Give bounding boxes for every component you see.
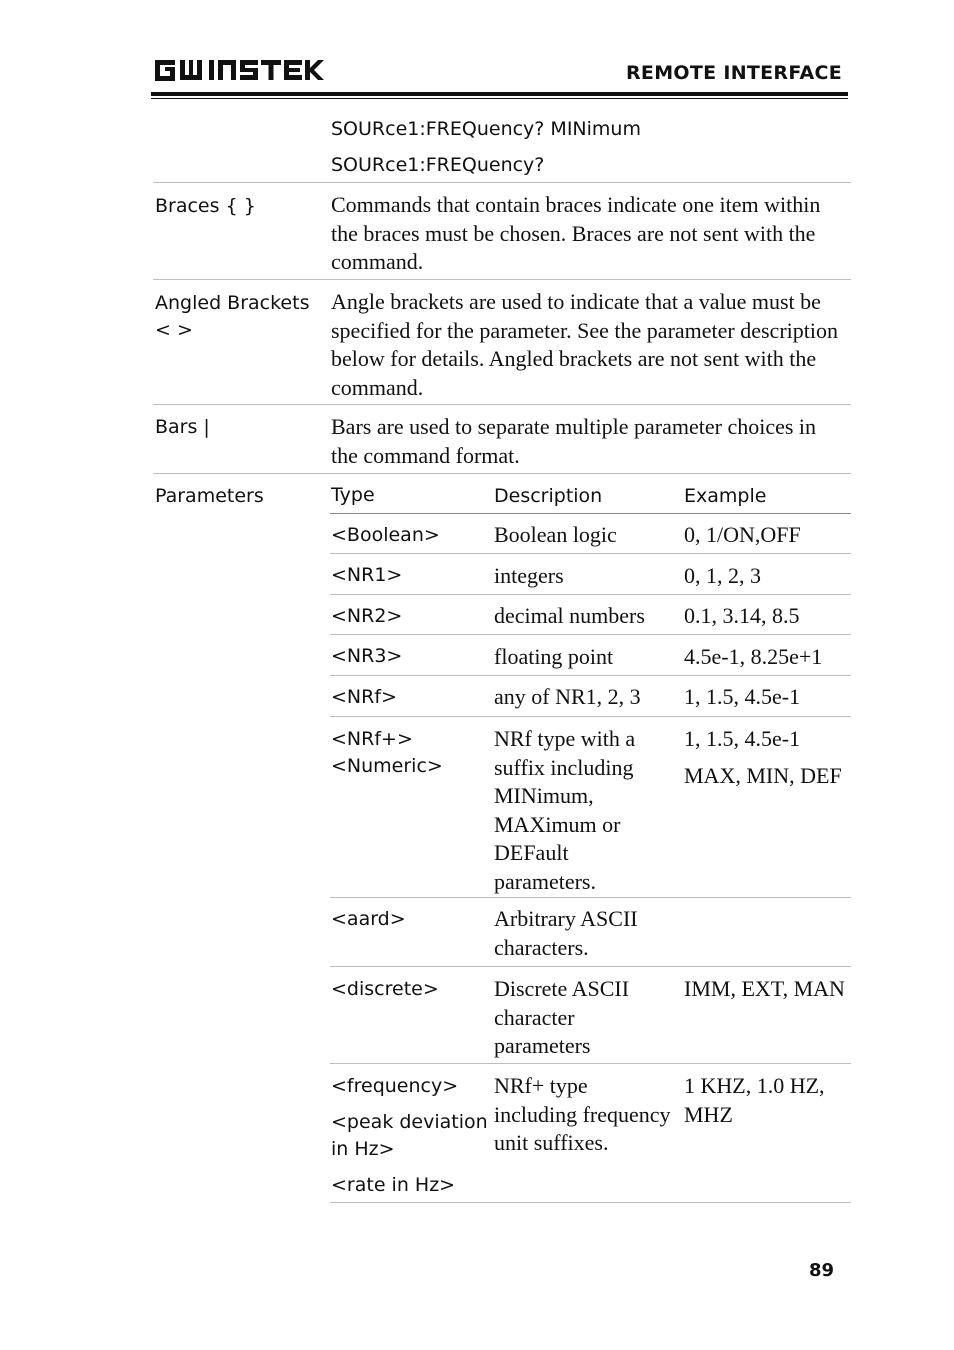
param-description: floating point <box>494 644 614 669</box>
param-example: 0, 1/ON,OFF <box>684 522 801 547</box>
column-header-example: Example <box>684 485 767 507</box>
param-type-line1: <frequency> <box>331 1075 459 1097</box>
param-example-line1: 1, 1.5, 4.5e-1 <box>684 726 801 751</box>
param-type: <aard> <box>331 908 406 930</box>
table-row <box>330 554 851 595</box>
parameters-table <box>330 474 851 1203</box>
page-number: 89 <box>808 1260 834 1281</box>
param-description: Boolean logic <box>494 522 617 547</box>
table-row <box>330 676 851 717</box>
param-example: IMM, EXT, MAN <box>684 976 845 1001</box>
param-type-line3: <rate in Hz> <box>331 1174 456 1196</box>
parameters-label: Parameters <box>155 485 264 507</box>
param-description: any of NR1, 2, 3 <box>494 684 641 709</box>
param-description: decimal numbers <box>494 603 645 628</box>
example-command-2: SOURce1:FREQuency? <box>331 154 545 176</box>
param-example: 4.5e-1, 8.25e+1 <box>684 644 823 669</box>
rule-label-line1: Angled Brackets <box>155 292 310 314</box>
param-type <box>331 726 443 780</box>
header-rule <box>151 92 848 96</box>
example-command-1: SOURce1:FREQuency? MINimum <box>331 118 641 140</box>
column-header-description: Description <box>494 485 603 507</box>
table-row <box>330 898 851 967</box>
param-example: 1 KHZ, 1.0 HZ, MHZ <box>684 1073 825 1127</box>
rule-label: Bars | <box>155 416 210 438</box>
param-type-line2: <peak deviation in Hz> <box>331 1111 488 1160</box>
param-type: <NR2> <box>331 605 403 627</box>
table-row <box>330 967 851 1064</box>
gw-instek-logo <box>153 56 325 84</box>
rule-label-line2: < > <box>155 319 193 341</box>
header-rule-thin <box>151 98 848 99</box>
rule-label <box>155 290 309 344</box>
param-description: integers <box>494 563 564 588</box>
rule-row-braces <box>153 183 851 280</box>
param-description: Arbitrary ASCII characters. <box>494 906 638 960</box>
table-row <box>330 717 851 898</box>
rule-description: Bars are used to separate multiple parameter choices in the command format. <box>331 414 817 468</box>
section-title: REMOTE INTERFACE <box>626 62 842 84</box>
param-example-line2: MAX, MIN, DEF <box>684 762 842 788</box>
example-row <box>153 110 851 183</box>
rule-description: Commands that contain braces indicate one item within the braces must be chosen. Braces are not sent with the command. <box>331 192 821 274</box>
param-type: <Boolean> <box>331 524 440 546</box>
table-header-row <box>330 474 851 514</box>
table-row <box>330 514 851 554</box>
param-type-line1: <NRf+> <box>331 728 413 750</box>
rule-row-angled-brackets <box>153 280 851 405</box>
rule-label: Braces { } <box>155 195 256 217</box>
table-row <box>330 595 851 635</box>
param-example <box>684 725 849 790</box>
rule-description: Angle brackets are used to indicate that a value must be specified for the parameter. See the parameter description below for details. Angled brackets are not sent with the command. <box>331 289 838 400</box>
param-type: <NR1> <box>331 564 403 586</box>
param-example: 0.1, 3.14, 8.5 <box>684 603 800 628</box>
param-type: <NRf> <box>331 686 397 708</box>
rule-row-bars <box>153 405 851 474</box>
param-type-line2: <Numeric> <box>331 755 443 777</box>
param-description: NRf type with a suffix including MINimum, MAXimum or DEFault parameters. <box>494 726 636 894</box>
param-example: 0, 1, 2, 3 <box>684 563 761 588</box>
param-type: <NR3> <box>331 645 403 667</box>
param-type <box>331 1073 491 1199</box>
param-type: <discrete> <box>331 978 439 1000</box>
table-row <box>330 635 851 676</box>
param-description: Discrete ASCII character parameters <box>494 976 630 1058</box>
column-header-type: Type <box>331 484 375 506</box>
param-example: 1, 1.5, 4.5e-1 <box>684 684 801 709</box>
param-description: NRf+ type including frequency unit suffixes. <box>494 1073 671 1155</box>
table-row <box>330 1064 851 1203</box>
